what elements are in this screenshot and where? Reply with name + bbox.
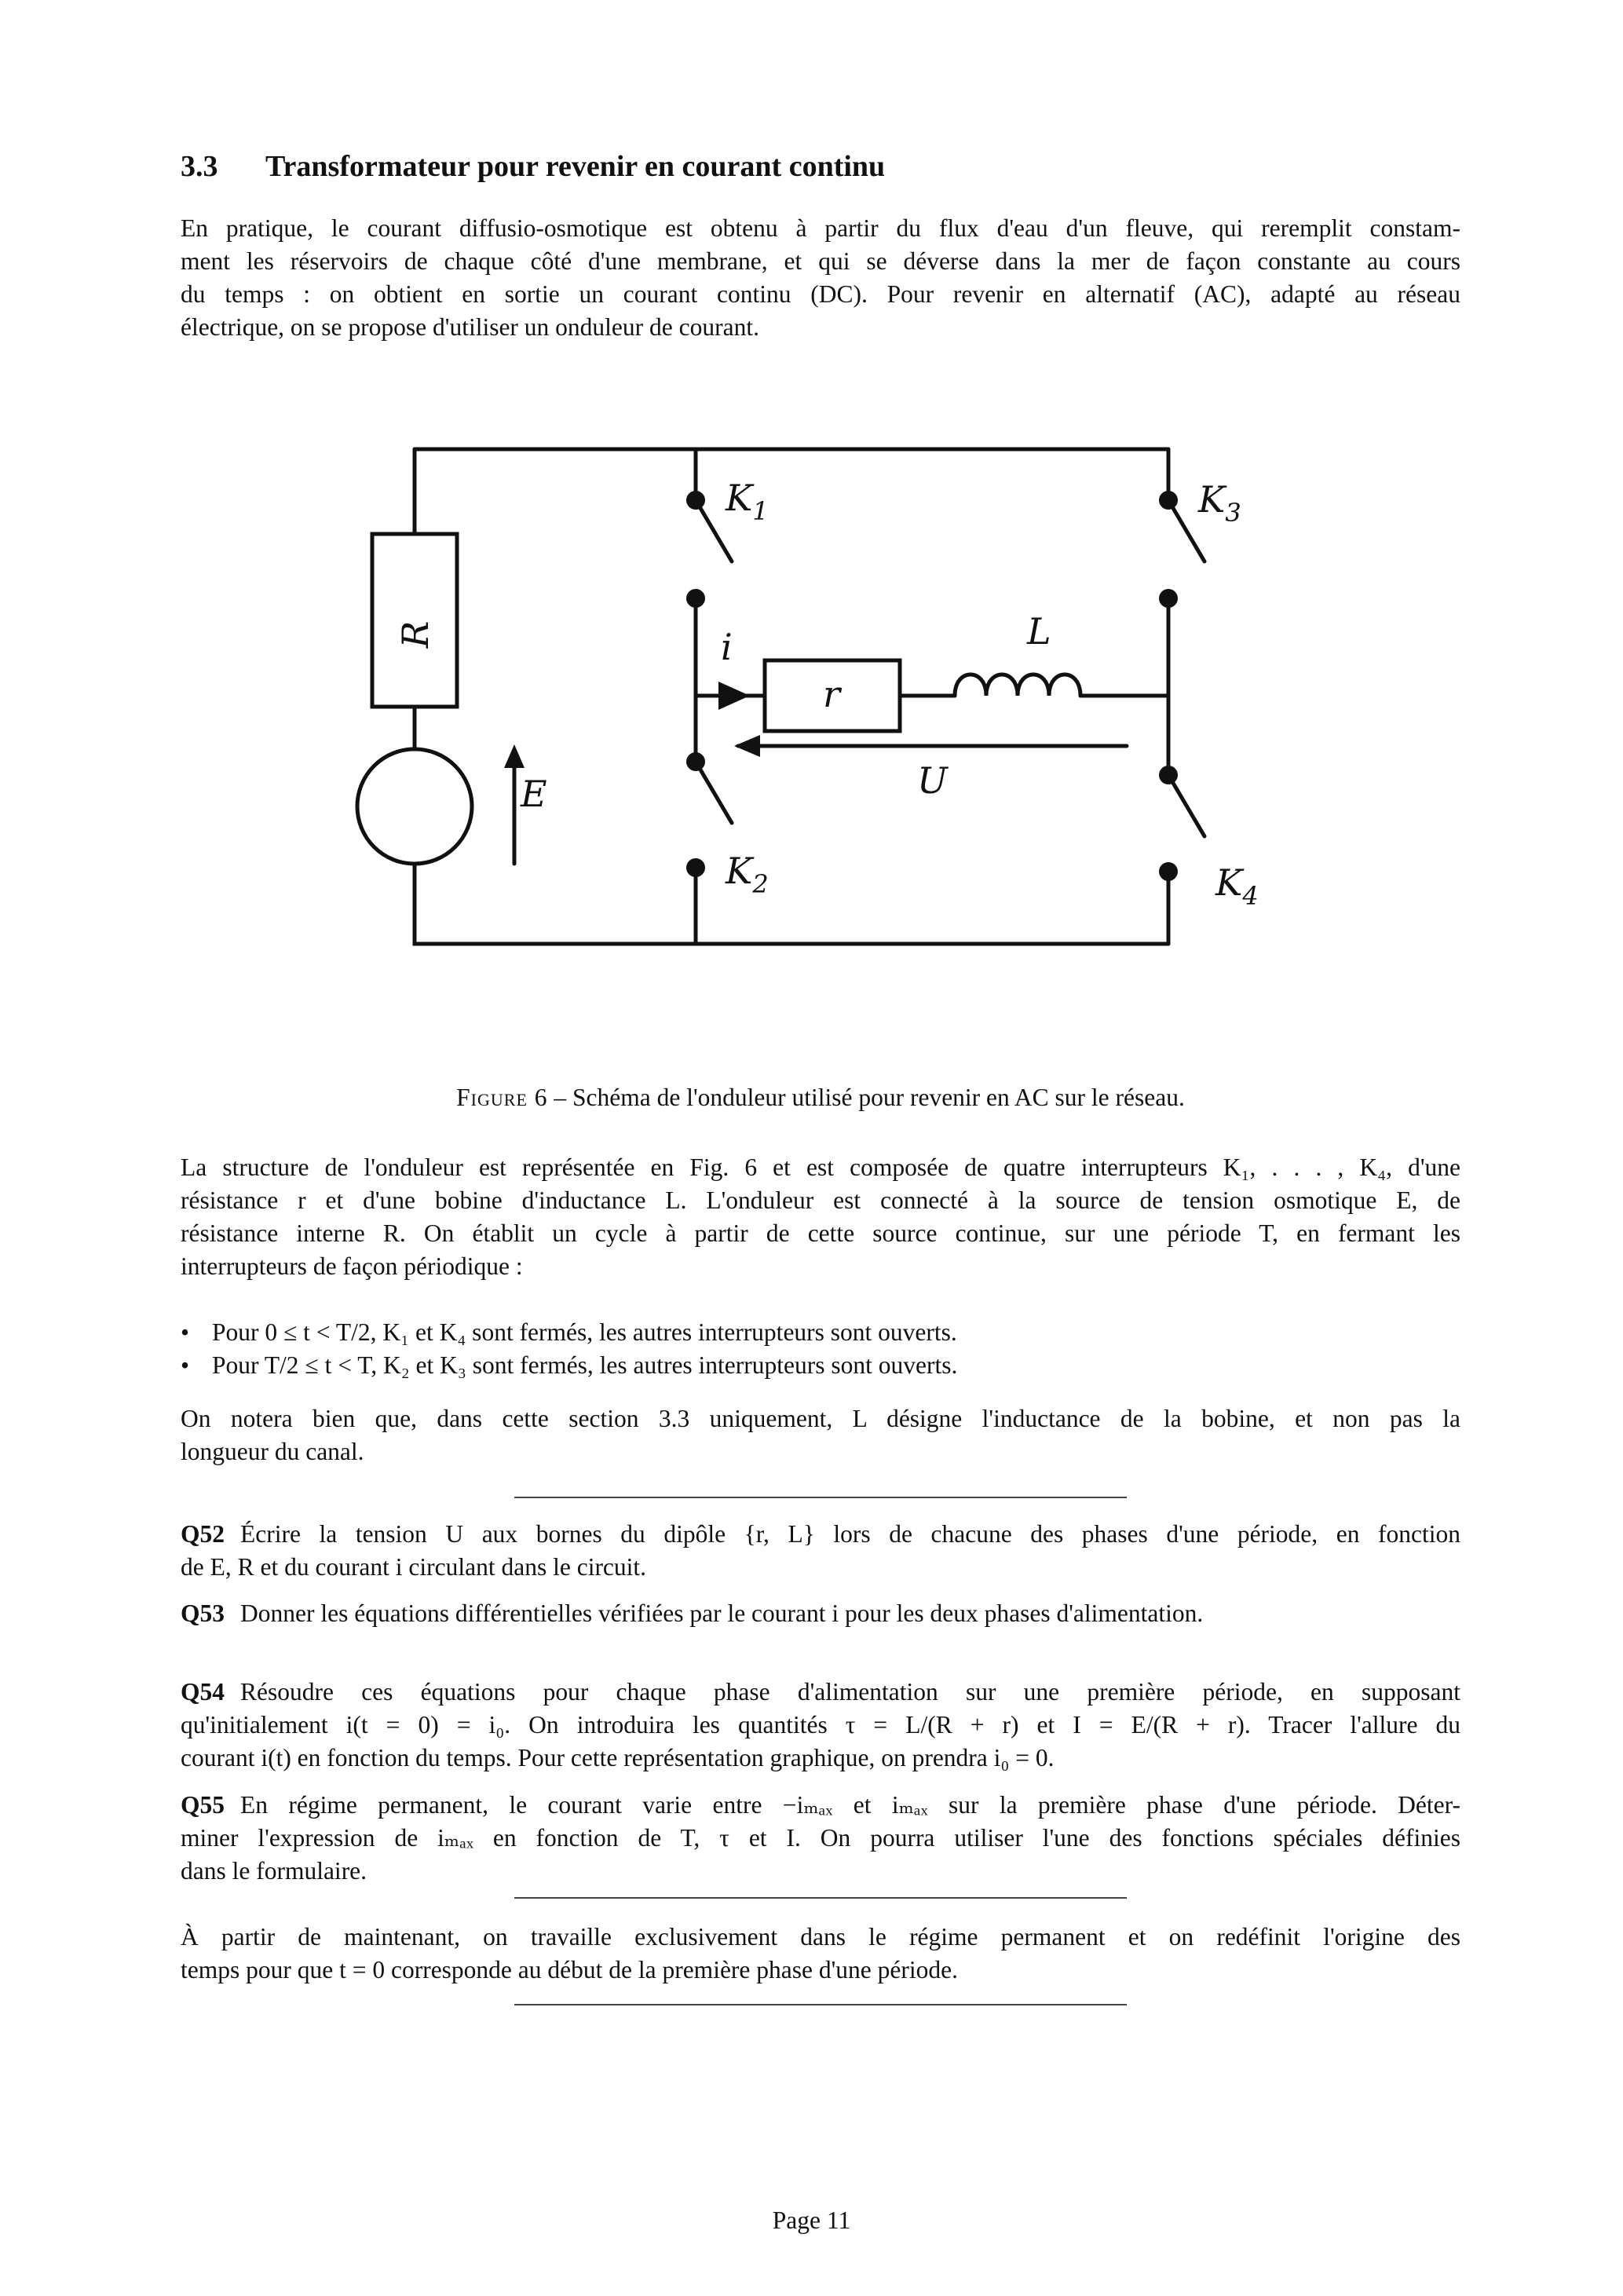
question-id: Q53 bbox=[181, 1600, 225, 1627]
text-line: On notera bien que, dans cette section 3.3 uniquement, L désigne l'inductance de la bobine, et non pas la bbox=[181, 1405, 1460, 1432]
text-line: électrique, on se propose d'utiliser un onduleur de courant. bbox=[181, 313, 759, 341]
arrowhead-U bbox=[734, 735, 760, 757]
figure-caption-prefix: Figure 6 bbox=[456, 1084, 548, 1111]
switch-K1-contact-bottom bbox=[686, 589, 705, 608]
text-line: résistance interne R. On établit un cycle à partir de cette source continue, sur une période T, en fermant les bbox=[181, 1219, 1460, 1247]
svg-text:K2 bbox=[725, 850, 769, 899]
structure-paragraph bbox=[181, 1151, 1460, 1283]
svg-text:K1 bbox=[725, 477, 769, 526]
text-line: longueur du canal. bbox=[181, 1438, 364, 1465]
label-R: R bbox=[394, 620, 437, 649]
arrowhead-i bbox=[718, 682, 750, 710]
text-line: temps pour que t = 0 corresponde au début de la première phase d'une période. bbox=[181, 1956, 958, 1983]
question-text: Donner les équations différentielles vérifiées par le courant i pour les deux phases d'alimentation. bbox=[240, 1600, 1204, 1627]
label-K4-sub: 4 bbox=[1242, 881, 1259, 911]
text-line: En pratique, le courant diffusio-osmotique est obtenu à partir du flux d'eau d'un fleuve, qui reremplit constam- bbox=[181, 214, 1460, 242]
switch-K4 bbox=[1168, 775, 1204, 836]
closing-paragraph bbox=[181, 1921, 1460, 1987]
list-item: • Pour T/2 ≤ t < T, K₂ et K₃ sont fermés, les autres interrupteurs sont ouverts. bbox=[181, 1349, 957, 1382]
question-text: de E, R et du courant i circulant dans le circuit. bbox=[181, 1553, 647, 1581]
label-U: U bbox=[917, 759, 948, 802]
label-K3: K bbox=[1198, 478, 1226, 521]
svg-text:K4 bbox=[1215, 861, 1259, 911]
question-text: qu'initialement i(t = 0) = i₀. On introduira les quantités τ = L/(R + r) et I = E/(R + r). Tracer l'allure du bbox=[181, 1711, 1460, 1738]
svg-text:K3 bbox=[1197, 478, 1241, 528]
text-line: du temps : on obtient en sortie un courant continu (DC). Pour revenir en alternatif (AC), adapté au réseau bbox=[181, 280, 1460, 308]
question-Q55 bbox=[181, 1789, 1460, 1888]
section-number: 3.3 bbox=[181, 150, 218, 183]
divider bbox=[514, 2004, 1127, 2005]
switch-K3-contact-bottom bbox=[1159, 589, 1178, 608]
text-line: résistance r et d'une bobine d'inductance L. L'onduleur est connecté à la source de tension osmotique E, de bbox=[181, 1186, 1460, 1214]
text-line: La structure de l'onduleur est représentée en Fig. 6 et est composée de quatre interrupteurs K₁, . . . , K₄, d'une bbox=[181, 1153, 1460, 1181]
page-number: Page 11 bbox=[772, 2206, 851, 2234]
divider bbox=[514, 1497, 1127, 1498]
label-K4: K bbox=[1215, 861, 1243, 904]
question-id: Q55 bbox=[181, 1791, 225, 1819]
label-K2-sub: 2 bbox=[752, 869, 769, 899]
question-text: courant i(t) en fonction du temps. Pour cette représentation graphique, on prendra i₀ = 0. bbox=[181, 1744, 1055, 1771]
question-text: Écrire la tension U aux bornes du dipôle {r, L} lors de chacune des phases d'une période, en fonction bbox=[240, 1520, 1460, 1548]
resistor-R bbox=[372, 534, 457, 707]
switch-K3-contact-top bbox=[1159, 491, 1178, 510]
question-Q54 bbox=[181, 1676, 1460, 1775]
section-title: Transformateur pour revenir en courant continu bbox=[265, 150, 886, 183]
figure-caption-text: – Schéma de l'onduleur utilisé pour revenir en AC sur le réseau. bbox=[547, 1084, 1185, 1111]
voltage-source-E bbox=[357, 749, 472, 864]
text-line: À partir de maintenant, on travaille exclusivement dans le régime permanent et on redéfinit l'origine des bbox=[181, 1923, 1460, 1951]
question-Q52 bbox=[181, 1518, 1460, 1584]
switch-K4-contact-bottom bbox=[1159, 862, 1178, 881]
switch-K4-contact-top bbox=[1159, 766, 1178, 784]
label-r: r bbox=[823, 673, 840, 715]
inverter-circuit-diagram bbox=[181, 149, 1460, 1076]
label-K3-sub: 3 bbox=[1225, 498, 1241, 528]
wire-left-bottom bbox=[415, 865, 1168, 944]
arrowhead-E bbox=[504, 744, 525, 768]
question-Q53 bbox=[181, 1597, 1460, 1630]
switch-K2-contact-top bbox=[686, 752, 705, 771]
switch-K2-contact-bottom bbox=[686, 858, 705, 877]
question-text: miner l'expression de iₘₐₓ en fonction de T, τ et I. On pourra utiliser l'une des fonctions spéciales définies bbox=[181, 1824, 1460, 1852]
switching-phases-list bbox=[181, 1316, 957, 1382]
divider bbox=[514, 1897, 1127, 1899]
label-K2: K bbox=[726, 850, 753, 892]
figure-caption bbox=[181, 1084, 1460, 1112]
inductor-L bbox=[955, 675, 1080, 696]
text-line: interrupteurs de façon périodique : bbox=[181, 1252, 523, 1280]
question-id: Q54 bbox=[181, 1678, 225, 1706]
label-i: i bbox=[721, 626, 733, 668]
label-L: L bbox=[1027, 610, 1051, 653]
label-E: E bbox=[521, 773, 547, 815]
question-text: Résoudre ces équations pour chaque phase d'alimentation sur une première période, en supposant bbox=[240, 1678, 1460, 1706]
note-paragraph bbox=[181, 1402, 1460, 1468]
switch-K1-contact-top bbox=[686, 491, 705, 510]
label-K1-sub: 1 bbox=[752, 496, 769, 526]
question-text: dans le formulaire. bbox=[181, 1857, 367, 1885]
question-text: En régime permanent, le courant varie entre −iₘₐₓ et iₘₐₓ sur la première phase d'une période. Déter- bbox=[240, 1791, 1460, 1819]
label-K1: K bbox=[726, 477, 753, 519]
text-line: ment les réservoirs de chaque côté d'une membrane, et qui se déverse dans la mer de façon constante au cours bbox=[181, 247, 1460, 275]
question-id: Q52 bbox=[181, 1520, 225, 1548]
list-item: • Pour 0 ≤ t < T/2, K₁ et K₄ sont fermés, les autres interrupteurs sont ouverts. bbox=[181, 1316, 957, 1349]
switch-K2 bbox=[696, 762, 732, 823]
